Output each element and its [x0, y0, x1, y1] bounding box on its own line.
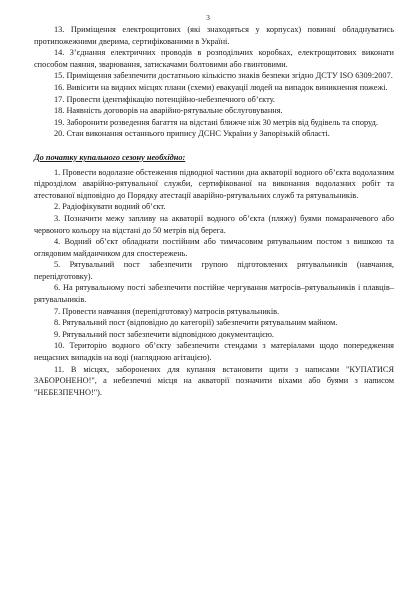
- list-item: 10. Територію водного об’єкту забезпечити стендами з матеріалами щодо попередження нещасних випадків на воді (наглядною агітацією).: [34, 341, 394, 363]
- list-item: 18. Наявність договорів на аварійно-рятувальне обслуговування.: [54, 106, 283, 116]
- section-heading: До початку купального сезону необхідно:: [34, 152, 186, 162]
- list-item: 5. Рятувальний пост забезпечити групою підготовлених рятувальників (навчання, перепідготовку).: [34, 260, 394, 281]
- list-item: 15. Приміщення забезпечити достатньою кількістю знаків безпеки згідно ДСТУ ISO 6309:2007.: [54, 71, 393, 81]
- list-item: 11. В місцях, заборонених для купання встановити щити з написами "КУПАТИСЯ ЗАБОРОНЕНО!", а небезпечні місця на акваторії позначити віхами або буями з написом "НЕБЕЗПЕЧНО!").: [34, 364, 394, 397]
- list-item: 17. Провести ідентифікацію потенційно-небезпечного об’єкту.: [54, 94, 275, 104]
- document-body: [34, 24, 394, 398]
- list-item: 2. Радіофікувати водний об’єкт.: [54, 202, 166, 212]
- list-item: 1. Провести водолазне обстеження підводної частини дна акваторії водного об’єкта водолазним підрозділом аварійно-рятувальної служби, сертифікованої на виконання водолазних робіт та атестованої відповідно до Порядку атестації аварійно-рятувальних служб та рятувальників.: [34, 167, 394, 200]
- list-item: 16. Вивісити на видних місцях плани (схеми) евакуації людей на випадок виникнення пожежі.: [54, 82, 388, 92]
- list-item: 13. Приміщення електрощитових (які знаходяться у корпусах) повинні обладнуватись протипожежними дверима, сертифікованими в Україні.: [34, 25, 394, 46]
- list-item: 6. На рятувальному пості забезпечити постійне чергування матросів–рятувальників і плавців–рятувальників.: [34, 283, 394, 305]
- list-item: 7. Провести навчання (перепідготовку) матросів рятувальників.: [54, 306, 280, 316]
- list-item: 8. Рятувальний пост (відповідно до категорії) забезпечити рятувальним майном.: [54, 318, 338, 328]
- list-item: 19. Заборонити розведення багаття на відстані ближче ніж 30 метрів від будівель та споруд.: [54, 117, 378, 127]
- list-item: 3. Позначити межу запливу на акваторії водного об’єкта (пляжу) буями помаранчевого або червоного кольору на відстані до 50 метрів від берега.: [34, 213, 394, 235]
- list-item: 14. З’єднання електричних проводів в розподільчих коробках, електрощитових виконати способом паяння, зварювання, затискачами болтовими або гвинтовими.: [34, 48, 394, 69]
- list-item: 4. Водний об’єкт обладнати постійним або тимчасовим рятувальним постом з вишкою та оглядовим майданчиком для спостережень.: [34, 237, 394, 258]
- list-item: 9. Рятувальний пост забезпечити відповідною документацією.: [54, 329, 274, 339]
- page-number: 3: [206, 14, 210, 22]
- list-item: 20. Стан виконання останнього припису ДСНС України у Запорізькій області.: [54, 129, 330, 139]
